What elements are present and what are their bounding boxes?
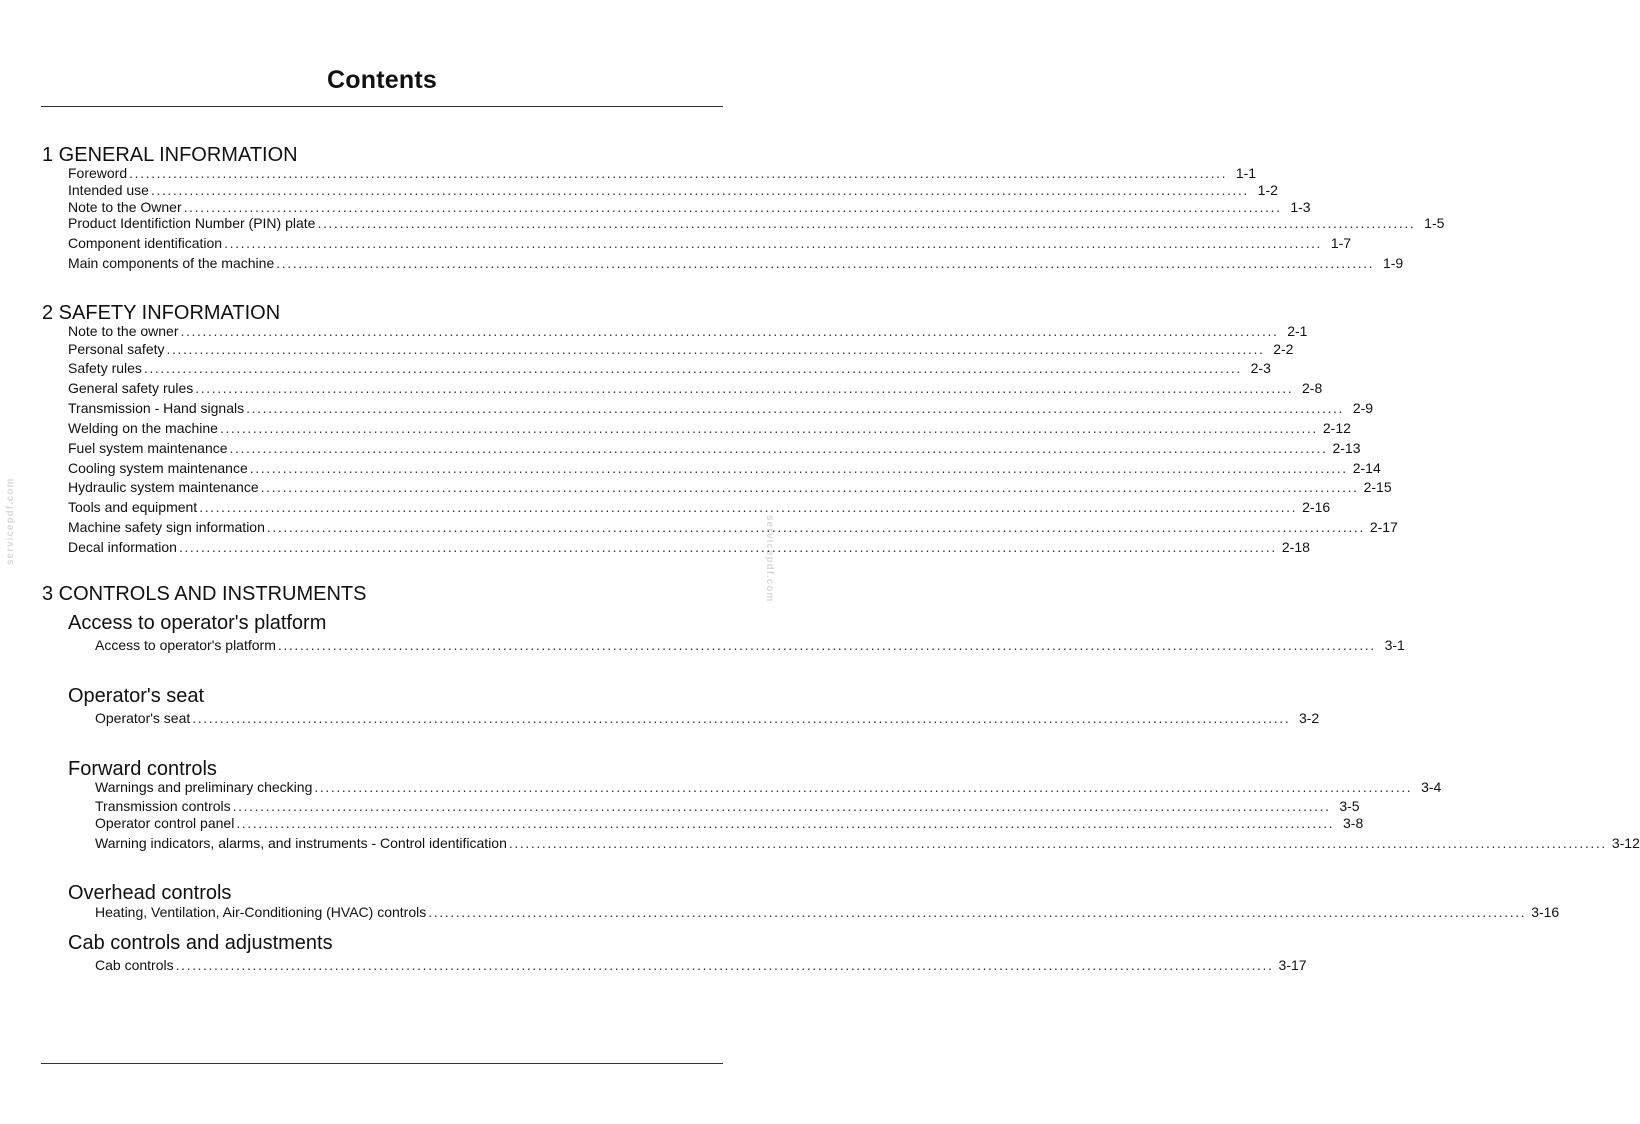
subsection-heading-overhead-controls: Overhead controls bbox=[68, 882, 232, 904]
toc-entry-page: 2-2 bbox=[1273, 341, 1294, 357]
toc-entry-label: Cab controls bbox=[95, 957, 174, 973]
toc-entry[interactable] bbox=[68, 165, 1257, 181]
toc-entry-page: 1-1 bbox=[1235, 165, 1257, 181]
toc-entry-label: Machine safety sign information bbox=[68, 519, 265, 535]
toc-entry-page: 3-2 bbox=[1298, 710, 1320, 726]
toc-entry-label: Main components of the machine bbox=[68, 255, 275, 271]
toc-entry-page: 2-15 bbox=[1363, 479, 1392, 495]
subsection-heading-cab-controls: Cab controls and adjustments bbox=[68, 932, 333, 954]
toc-entry-label: Cooling system maintenance bbox=[68, 460, 248, 476]
leader-dots: ........................................................................................................................................................................................................ bbox=[276, 255, 1375, 271]
toc-entry-label: Note to the owner bbox=[68, 323, 179, 339]
toc-entry-label: Component identification bbox=[68, 235, 223, 251]
leader-dots: ........................................................................................................................................................................................................ bbox=[192, 710, 1291, 726]
top-divider bbox=[41, 106, 723, 107]
toc-entry-label: Note to the Owner bbox=[68, 199, 182, 215]
toc-entry-label: Transmission - Hand signals bbox=[68, 400, 245, 416]
toc-entry-label: Foreword bbox=[68, 165, 128, 181]
toc-entry[interactable] bbox=[68, 199, 1311, 215]
toc-entry-page: 3-5 bbox=[1339, 798, 1360, 814]
toc-entry-label: Welding on the machine bbox=[68, 420, 218, 436]
toc-entry-page: 2-9 bbox=[1352, 400, 1374, 416]
toc-entry-label: Hydraulic system maintenance bbox=[68, 479, 259, 495]
toc-entry-page: 2-18 bbox=[1281, 539, 1310, 555]
toc-entry-label: Safety rules bbox=[68, 360, 142, 376]
toc-entry[interactable] bbox=[68, 235, 1352, 251]
leader-dots: ........................................................................................................................................................................................................ bbox=[180, 323, 1279, 339]
toc-entry[interactable] bbox=[68, 420, 1351, 436]
leader-dots: ........................................................................................................................................................................................................ bbox=[277, 637, 1376, 653]
toc-entry-page: 2-13 bbox=[1332, 440, 1361, 456]
leader-dots: ........................................................................................................................................................................................................ bbox=[249, 460, 1348, 476]
leader-dots: ........................................................................................................................................................................................................ bbox=[224, 235, 1323, 251]
toc-entry-page: 2-1 bbox=[1287, 323, 1308, 339]
toc-entry-label: Access to operator's platform bbox=[95, 637, 276, 653]
toc-entry[interactable] bbox=[68, 499, 1331, 515]
toc-entry[interactable] bbox=[95, 835, 1640, 851]
toc-entry[interactable] bbox=[68, 341, 1294, 357]
leader-dots: ........................................................................................................................................................................................................ bbox=[143, 360, 1242, 376]
toc-entry-page: 2-17 bbox=[1369, 519, 1398, 535]
toc-entry[interactable] bbox=[95, 957, 1307, 973]
leader-dots: ........................................................................................................................................................................................................ bbox=[508, 835, 1607, 851]
toc-entry-label: Fuel system maintenance bbox=[68, 440, 228, 456]
toc-entry-page: 1-7 bbox=[1330, 235, 1352, 251]
leader-dots: ........................................................................................................................................................................................................ bbox=[183, 199, 1282, 215]
toc-entry-label: Decal information bbox=[68, 539, 177, 555]
toc-entry-label: Operator control panel bbox=[95, 815, 235, 831]
leader-dots: ........................................................................................................................................................................................................ bbox=[232, 798, 1331, 814]
toc-entry[interactable] bbox=[95, 779, 1442, 795]
toc-entry-page: 2-8 bbox=[1302, 380, 1323, 396]
leader-dots: ........................................................................................................................................................................................................ bbox=[314, 779, 1413, 795]
subsection-heading-access: Access to operator's platform bbox=[68, 612, 327, 634]
leader-dots: ........................................................................................................................................................................................................ bbox=[266, 519, 1365, 535]
toc-entry[interactable] bbox=[95, 815, 1364, 831]
leader-dots: ........................................................................................................................................................................................................ bbox=[428, 904, 1527, 920]
watermark-left: servicepdf.com bbox=[5, 477, 16, 565]
toc-entry-label: Warning indicators, alarms, and instruments - Control identification bbox=[95, 835, 507, 851]
toc-entry[interactable] bbox=[68, 380, 1323, 396]
toc-entry-label: Operator's seat bbox=[95, 710, 191, 726]
toc-entry-label: General safety rules bbox=[68, 380, 194, 396]
toc-entry[interactable] bbox=[68, 255, 1404, 271]
toc-entry-label: Intended use bbox=[68, 182, 149, 198]
subsection-heading-forward-controls: Forward controls bbox=[68, 758, 217, 780]
leader-dots: ........................................................................................................................................................................................................ bbox=[129, 165, 1228, 181]
toc-entry[interactable] bbox=[95, 710, 1320, 726]
watermark-right: servicepdf.com bbox=[764, 515, 775, 603]
toc-entry-page: 2-14 bbox=[1352, 460, 1381, 476]
toc-entry-page: 3-4 bbox=[1421, 779, 1442, 795]
toc-entry[interactable] bbox=[68, 323, 1308, 339]
toc-entry-label: Warnings and preliminary checking bbox=[95, 779, 313, 795]
toc-entry[interactable] bbox=[68, 215, 1445, 231]
section-heading-general-information: 1 GENERAL INFORMATION bbox=[42, 144, 298, 166]
leader-dots: ........................................................................................................................................................................................................ bbox=[260, 479, 1359, 495]
toc-entry[interactable] bbox=[68, 539, 1310, 555]
toc-entry-label: Heating, Ventilation, Air-Conditioning (HVAC) controls bbox=[95, 904, 427, 920]
toc-entry-page: 1-5 bbox=[1424, 215, 1445, 231]
toc-entry-page: 1-2 bbox=[1257, 182, 1278, 198]
toc-entry-page: 3-17 bbox=[1278, 957, 1307, 973]
leader-dots: ........................................................................................................................................................................................................ bbox=[175, 957, 1274, 973]
toc-entry-page: 2-16 bbox=[1302, 499, 1331, 515]
toc-entry-label: Tools and equipment bbox=[68, 499, 198, 515]
leader-dots: ........................................................................................................................................................................................................ bbox=[219, 420, 1318, 436]
leader-dots: ........................................................................................................................................................................................................ bbox=[246, 400, 1345, 416]
section-heading-safety-information: 2 SAFETY INFORMATION bbox=[42, 302, 281, 324]
leader-dots: ........................................................................................................................................................................................................ bbox=[178, 539, 1277, 555]
toc-entry[interactable] bbox=[68, 400, 1374, 416]
toc-entry[interactable] bbox=[68, 519, 1398, 535]
toc-entry-page: 2-3 bbox=[1250, 360, 1271, 376]
leader-dots: ........................................................................................................................................................................................................ bbox=[229, 440, 1328, 456]
toc-entry[interactable] bbox=[68, 460, 1381, 476]
toc-entry[interactable] bbox=[68, 360, 1271, 376]
toc-entry[interactable] bbox=[95, 798, 1360, 814]
leader-dots: ........................................................................................................................................................................................................ bbox=[236, 815, 1335, 831]
toc-entry-label: Personal safety bbox=[68, 341, 165, 357]
leader-dots: ........................................................................................................................................................................................................ bbox=[199, 499, 1298, 515]
toc-entry-label: Product Identifiction Number (PIN) plate bbox=[68, 215, 316, 231]
bottom-divider bbox=[41, 1063, 723, 1064]
toc-entry-page: 3-12 bbox=[1611, 835, 1640, 851]
toc-entry-page: 3-1 bbox=[1384, 637, 1405, 653]
toc-entry[interactable] bbox=[68, 440, 1361, 456]
leader-dots: ........................................................................................................................................................................................................ bbox=[317, 215, 1416, 231]
leader-dots: ........................................................................................................................................................................................................ bbox=[195, 380, 1294, 396]
toc-entry-page: 2-12 bbox=[1322, 420, 1351, 436]
page-title: Contents bbox=[327, 66, 437, 94]
toc-entry[interactable] bbox=[68, 479, 1392, 495]
toc-entry-page: 3-16 bbox=[1531, 904, 1560, 920]
toc-entry-page: 1-3 bbox=[1290, 199, 1311, 215]
toc-entry-label: Transmission controls bbox=[95, 798, 231, 814]
leader-dots: ........................................................................................................................................................................................................ bbox=[166, 341, 1265, 357]
subsection-heading-operators-seat: Operator's seat bbox=[68, 685, 205, 707]
toc-entry-page: 1-9 bbox=[1382, 255, 1404, 271]
toc-entry[interactable] bbox=[95, 637, 1405, 653]
toc-entry-page: 3-8 bbox=[1343, 815, 1364, 831]
toc-entry[interactable] bbox=[68, 182, 1278, 198]
section-heading-controls-and-instruments: 3 CONTROLS AND INSTRUMENTS bbox=[42, 583, 367, 605]
toc-entry[interactable] bbox=[95, 904, 1560, 920]
leader-dots: ........................................................................................................................................................................................................ bbox=[150, 182, 1249, 198]
